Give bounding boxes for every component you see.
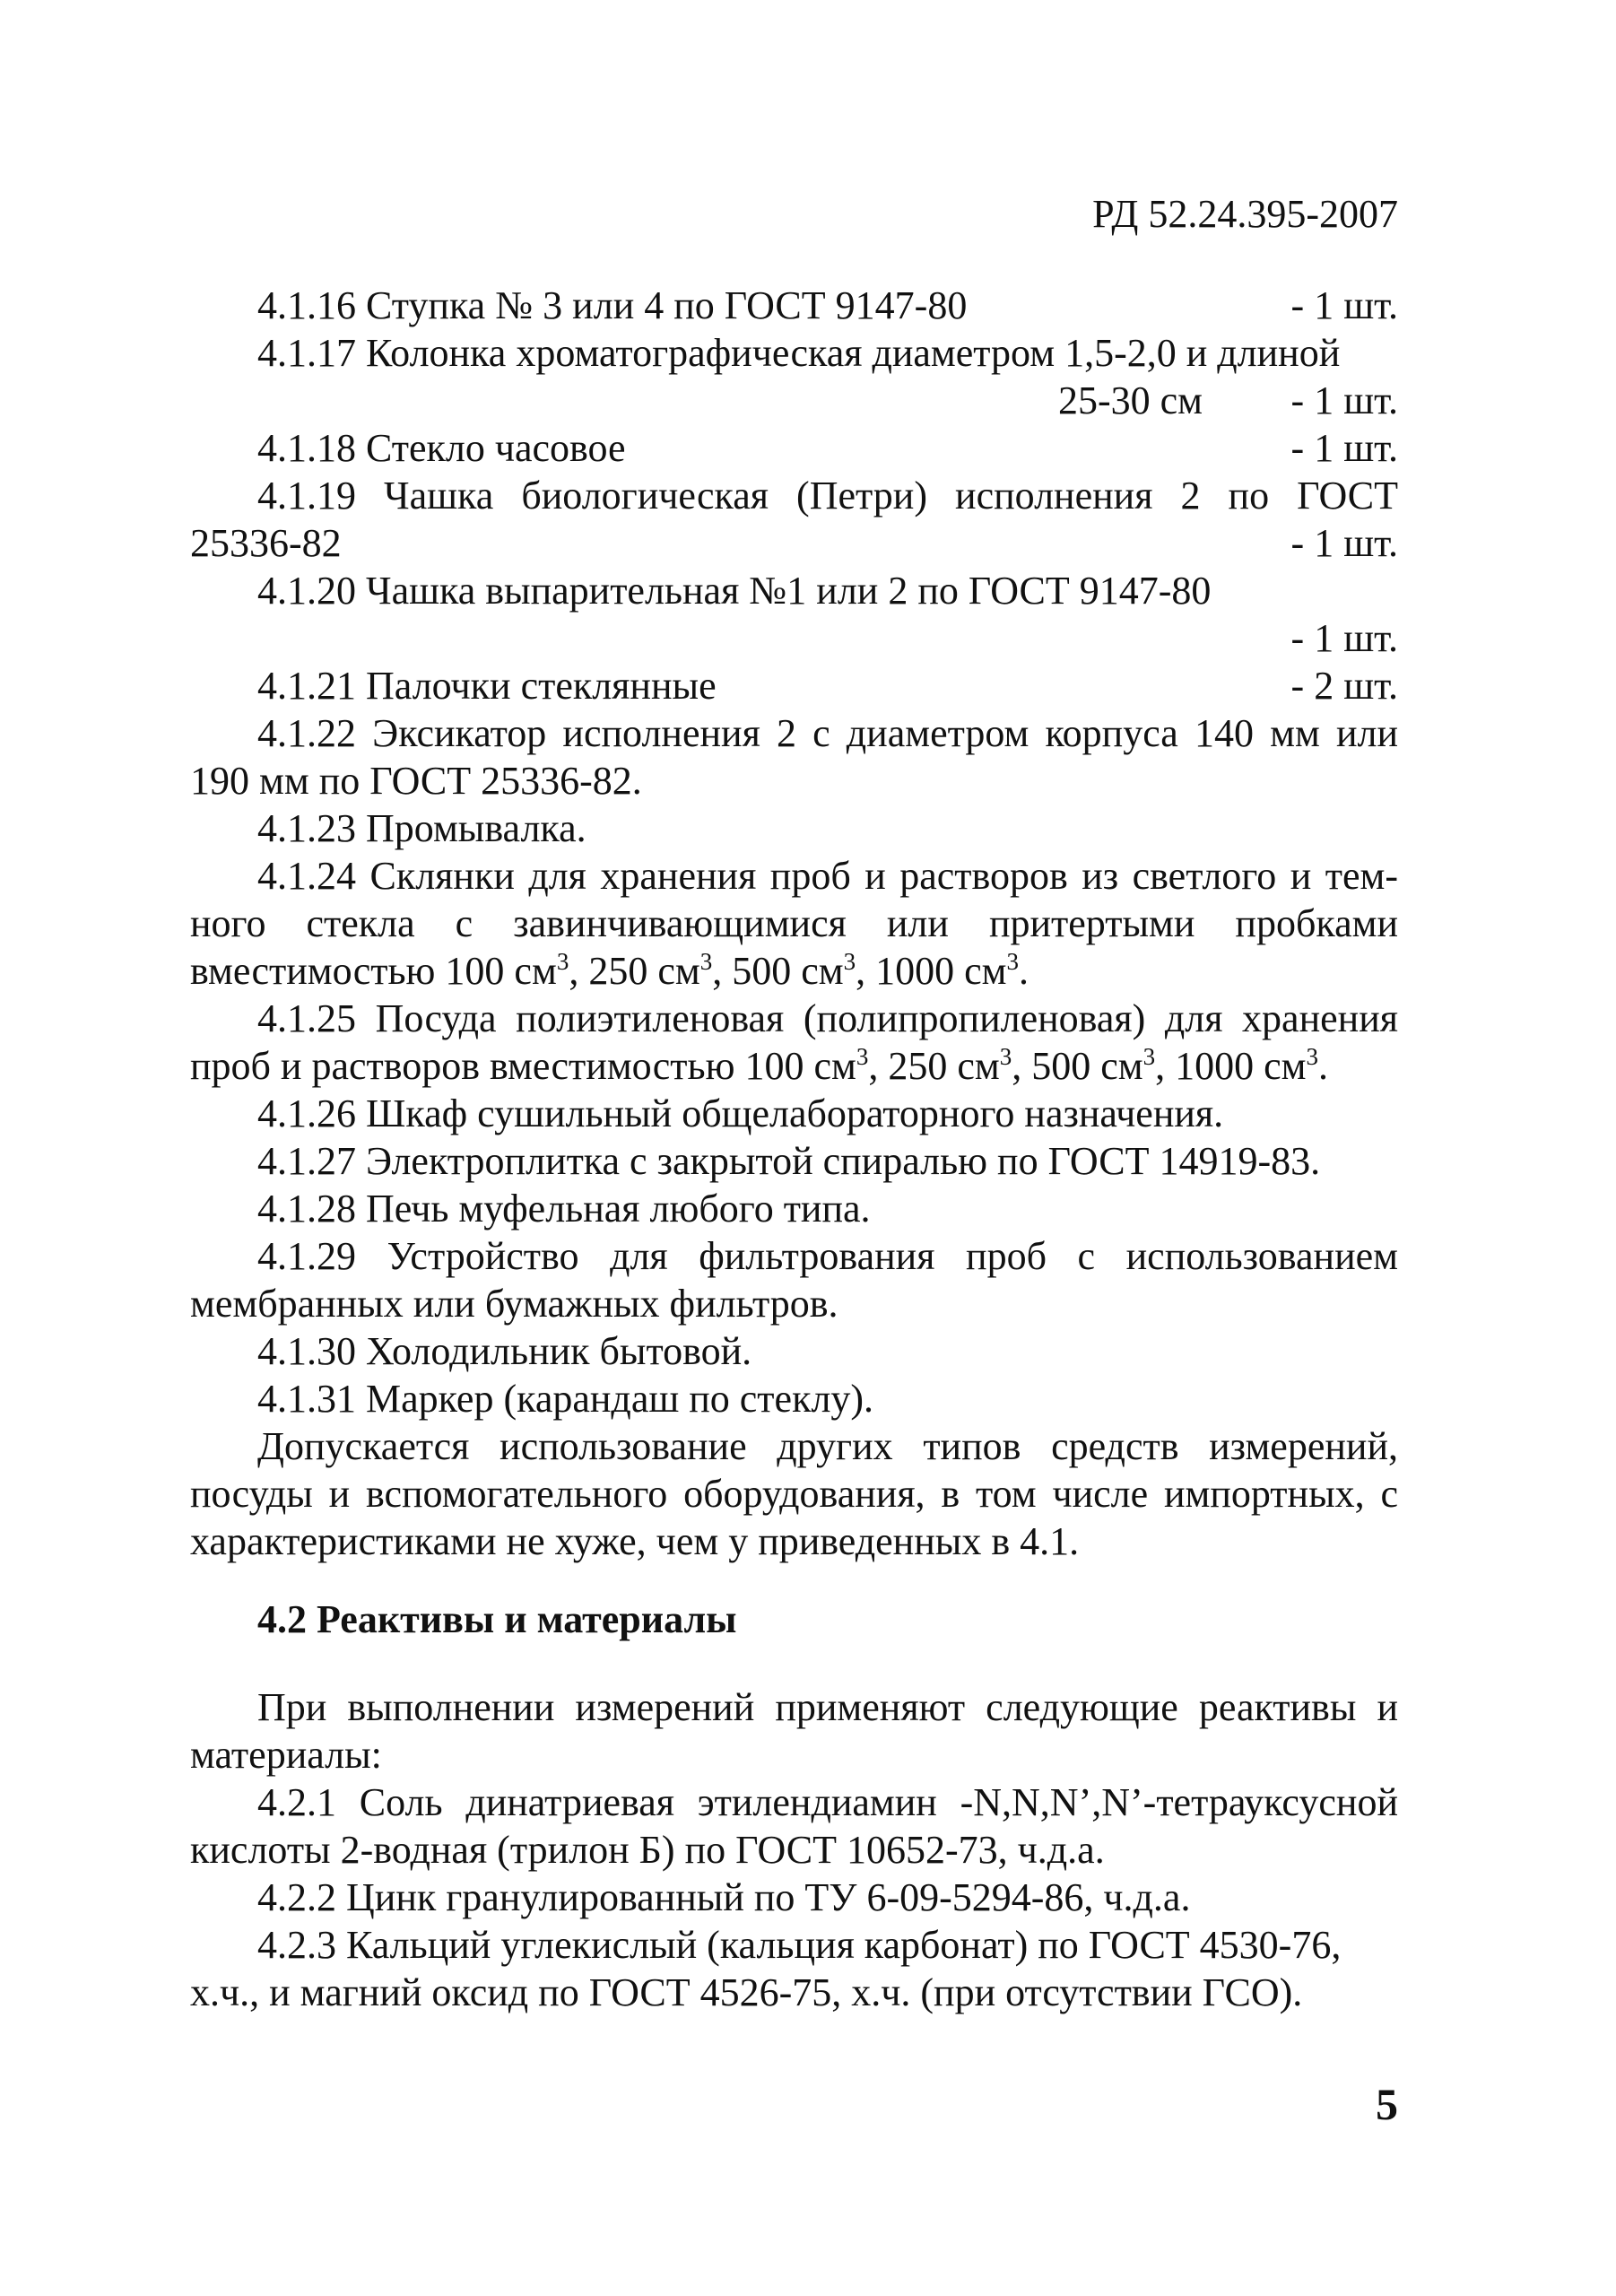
item-4-1-20: 4.1.20 Чашка выпарительная №1 или 2 по ГОСТ 9147-80 bbox=[257, 569, 1212, 613]
item-quantity: - 1 шт. bbox=[1290, 283, 1398, 327]
item-quantity: - 1 шт. bbox=[1290, 378, 1398, 422]
superscript: 3 bbox=[1142, 1043, 1156, 1070]
capacity-text: , 500 см bbox=[1012, 1044, 1143, 1088]
item-4-2-3-cont: х.ч., и магний оксид по ГОСТ 4526-75, х.ч. (при отсутствии ГСО). bbox=[190, 1970, 1303, 2014]
item-4-1-24: 4.1.24 Склянки для хранения проб и растворов из светлого и тем- bbox=[257, 854, 1398, 898]
item-4-1-29: 4.1.29 Устройство для фильтрования проб с использованием bbox=[257, 1234, 1398, 1278]
capacity-text: . bbox=[1018, 949, 1029, 993]
capacity-text: , 1000 см bbox=[1155, 1044, 1307, 1088]
item-4-1-19: 4.1.19 Чашка биологическая (Петри) исполнения 2 по ГОСТ bbox=[257, 474, 1398, 517]
item-4-1-18 bbox=[257, 425, 1398, 472]
item-4-1-30: 4.1.30 Холодильник бытовой. bbox=[257, 1329, 752, 1373]
allowance-paragraph: Допускается использование других типов средств измерений, bbox=[257, 1424, 1398, 1468]
superscript: 3 bbox=[699, 948, 713, 975]
item-size: 25-30 см bbox=[1058, 378, 1203, 422]
allowance-paragraph-end: характеристиками не хуже, чем у приведенных в 4.1. bbox=[190, 1519, 1080, 1563]
capacity-text: , 250 см bbox=[569, 949, 700, 993]
item-4-1-23: 4.1.23 Промывалка. bbox=[257, 806, 586, 850]
item-text: 4.1.18 Стекло часовое bbox=[257, 426, 626, 470]
item-4-1-16 bbox=[257, 283, 1398, 329]
superscript: 3 bbox=[856, 1043, 869, 1070]
superscript: 3 bbox=[843, 948, 856, 975]
item-quantity: - 1 шт. bbox=[1290, 426, 1398, 470]
item-quantity: - 1 шт. bbox=[1290, 521, 1398, 565]
item-4-2-1: 4.2.1 Соль динатриевая этилендиамин -N,N,N’,N’-тетрауксусной bbox=[257, 1780, 1398, 1824]
superscript: 3 bbox=[999, 1043, 1012, 1070]
item-4-1-22-cont: 190 мм по ГОСТ 25336-82. bbox=[190, 759, 642, 803]
capacity-text: . bbox=[1317, 1044, 1328, 1088]
capacity-text: , 1000 см bbox=[856, 949, 1007, 993]
allowance-paragraph-cont: посуды и вспомогательного оборудования, в том числе импортных, с bbox=[190, 1472, 1398, 1516]
item-4-2-2: 4.2.2 Цинк гранулированный по ТУ 6-09-5294-86, ч.д.а. bbox=[257, 1875, 1191, 1919]
capacity-text: проб и растворов вместимостью 100 см bbox=[190, 1044, 856, 1088]
item-4-1-25: 4.1.25 Посуда полиэтиленовая (полипропиленовая) для хранения bbox=[257, 996, 1398, 1040]
item-4-1-24-capacities bbox=[190, 948, 1398, 995]
item-4-1-26: 4.1.26 Шкаф сушильный общелабораторного назначения. bbox=[257, 1091, 1224, 1135]
item-4-2-3: 4.2.3 Кальций углекислый (кальция карбонат) по ГОСТ 4530-76, bbox=[257, 1923, 1342, 1967]
item-4-2-1-cont: кислоты 2-водная (трилон Б) по ГОСТ 10652-73, ч.д.а. bbox=[190, 1828, 1105, 1872]
capacity-text: , 250 см bbox=[868, 1044, 1000, 1088]
item-text: 4.1.16 Ступка № 3 или 4 по ГОСТ 9147-80 bbox=[257, 283, 968, 327]
item-4-1-24-cont: ного стекла с завинчивающимися или притертыми пробками bbox=[190, 901, 1398, 945]
item-4-1-29-cont: мембранных или бумажных фильтров. bbox=[190, 1282, 838, 1326]
item-4-1-31: 4.1.31 Маркер (карандаш по стеклу). bbox=[257, 1377, 874, 1421]
capacity-text: вместимостью 100 см bbox=[190, 949, 557, 993]
item-text: 25336-82 bbox=[190, 521, 342, 565]
superscript: 3 bbox=[1006, 948, 1019, 975]
page-number: 5 bbox=[1376, 2079, 1398, 2129]
item-text: 4.1.21 Палочки стеклянные bbox=[257, 664, 717, 708]
item-4-1-27: 4.1.27 Электроплитка с закрытой спиралью по ГОСТ 14919-83. bbox=[257, 1139, 1321, 1183]
section-intro: При выполнении измерений применяют следующие реактивы и bbox=[257, 1685, 1398, 1729]
item-quantity: - 1 шт. bbox=[1290, 616, 1398, 660]
capacity-text: , 500 см bbox=[712, 949, 844, 993]
item-4-1-17: 4.1.17 Колонка хроматографическая диаметром 1,5-2,0 и длиной bbox=[257, 331, 1341, 375]
superscript: 3 bbox=[556, 948, 569, 975]
item-4-1-22: 4.1.22 Эксикатор исполнения 2 с диаметром корпуса 140 мм или bbox=[257, 711, 1398, 755]
item-4-1-17-cont bbox=[1058, 378, 1398, 424]
item-4-1-25-capacities bbox=[190, 1043, 1398, 1090]
superscript: 3 bbox=[1306, 1043, 1318, 1070]
item-quantity: - 2 шт. bbox=[1290, 664, 1398, 708]
document-code: РД 52.24.395-2007 bbox=[1092, 192, 1398, 236]
item-4-1-19-cont bbox=[190, 520, 1398, 567]
item-4-1-21 bbox=[257, 663, 1398, 709]
section-heading: 4.2 Реактивы и материалы bbox=[257, 1597, 737, 1641]
section-intro-cont: материалы: bbox=[190, 1733, 382, 1777]
item-4-1-28: 4.1.28 Печь муфельная любого типа. bbox=[257, 1187, 871, 1231]
